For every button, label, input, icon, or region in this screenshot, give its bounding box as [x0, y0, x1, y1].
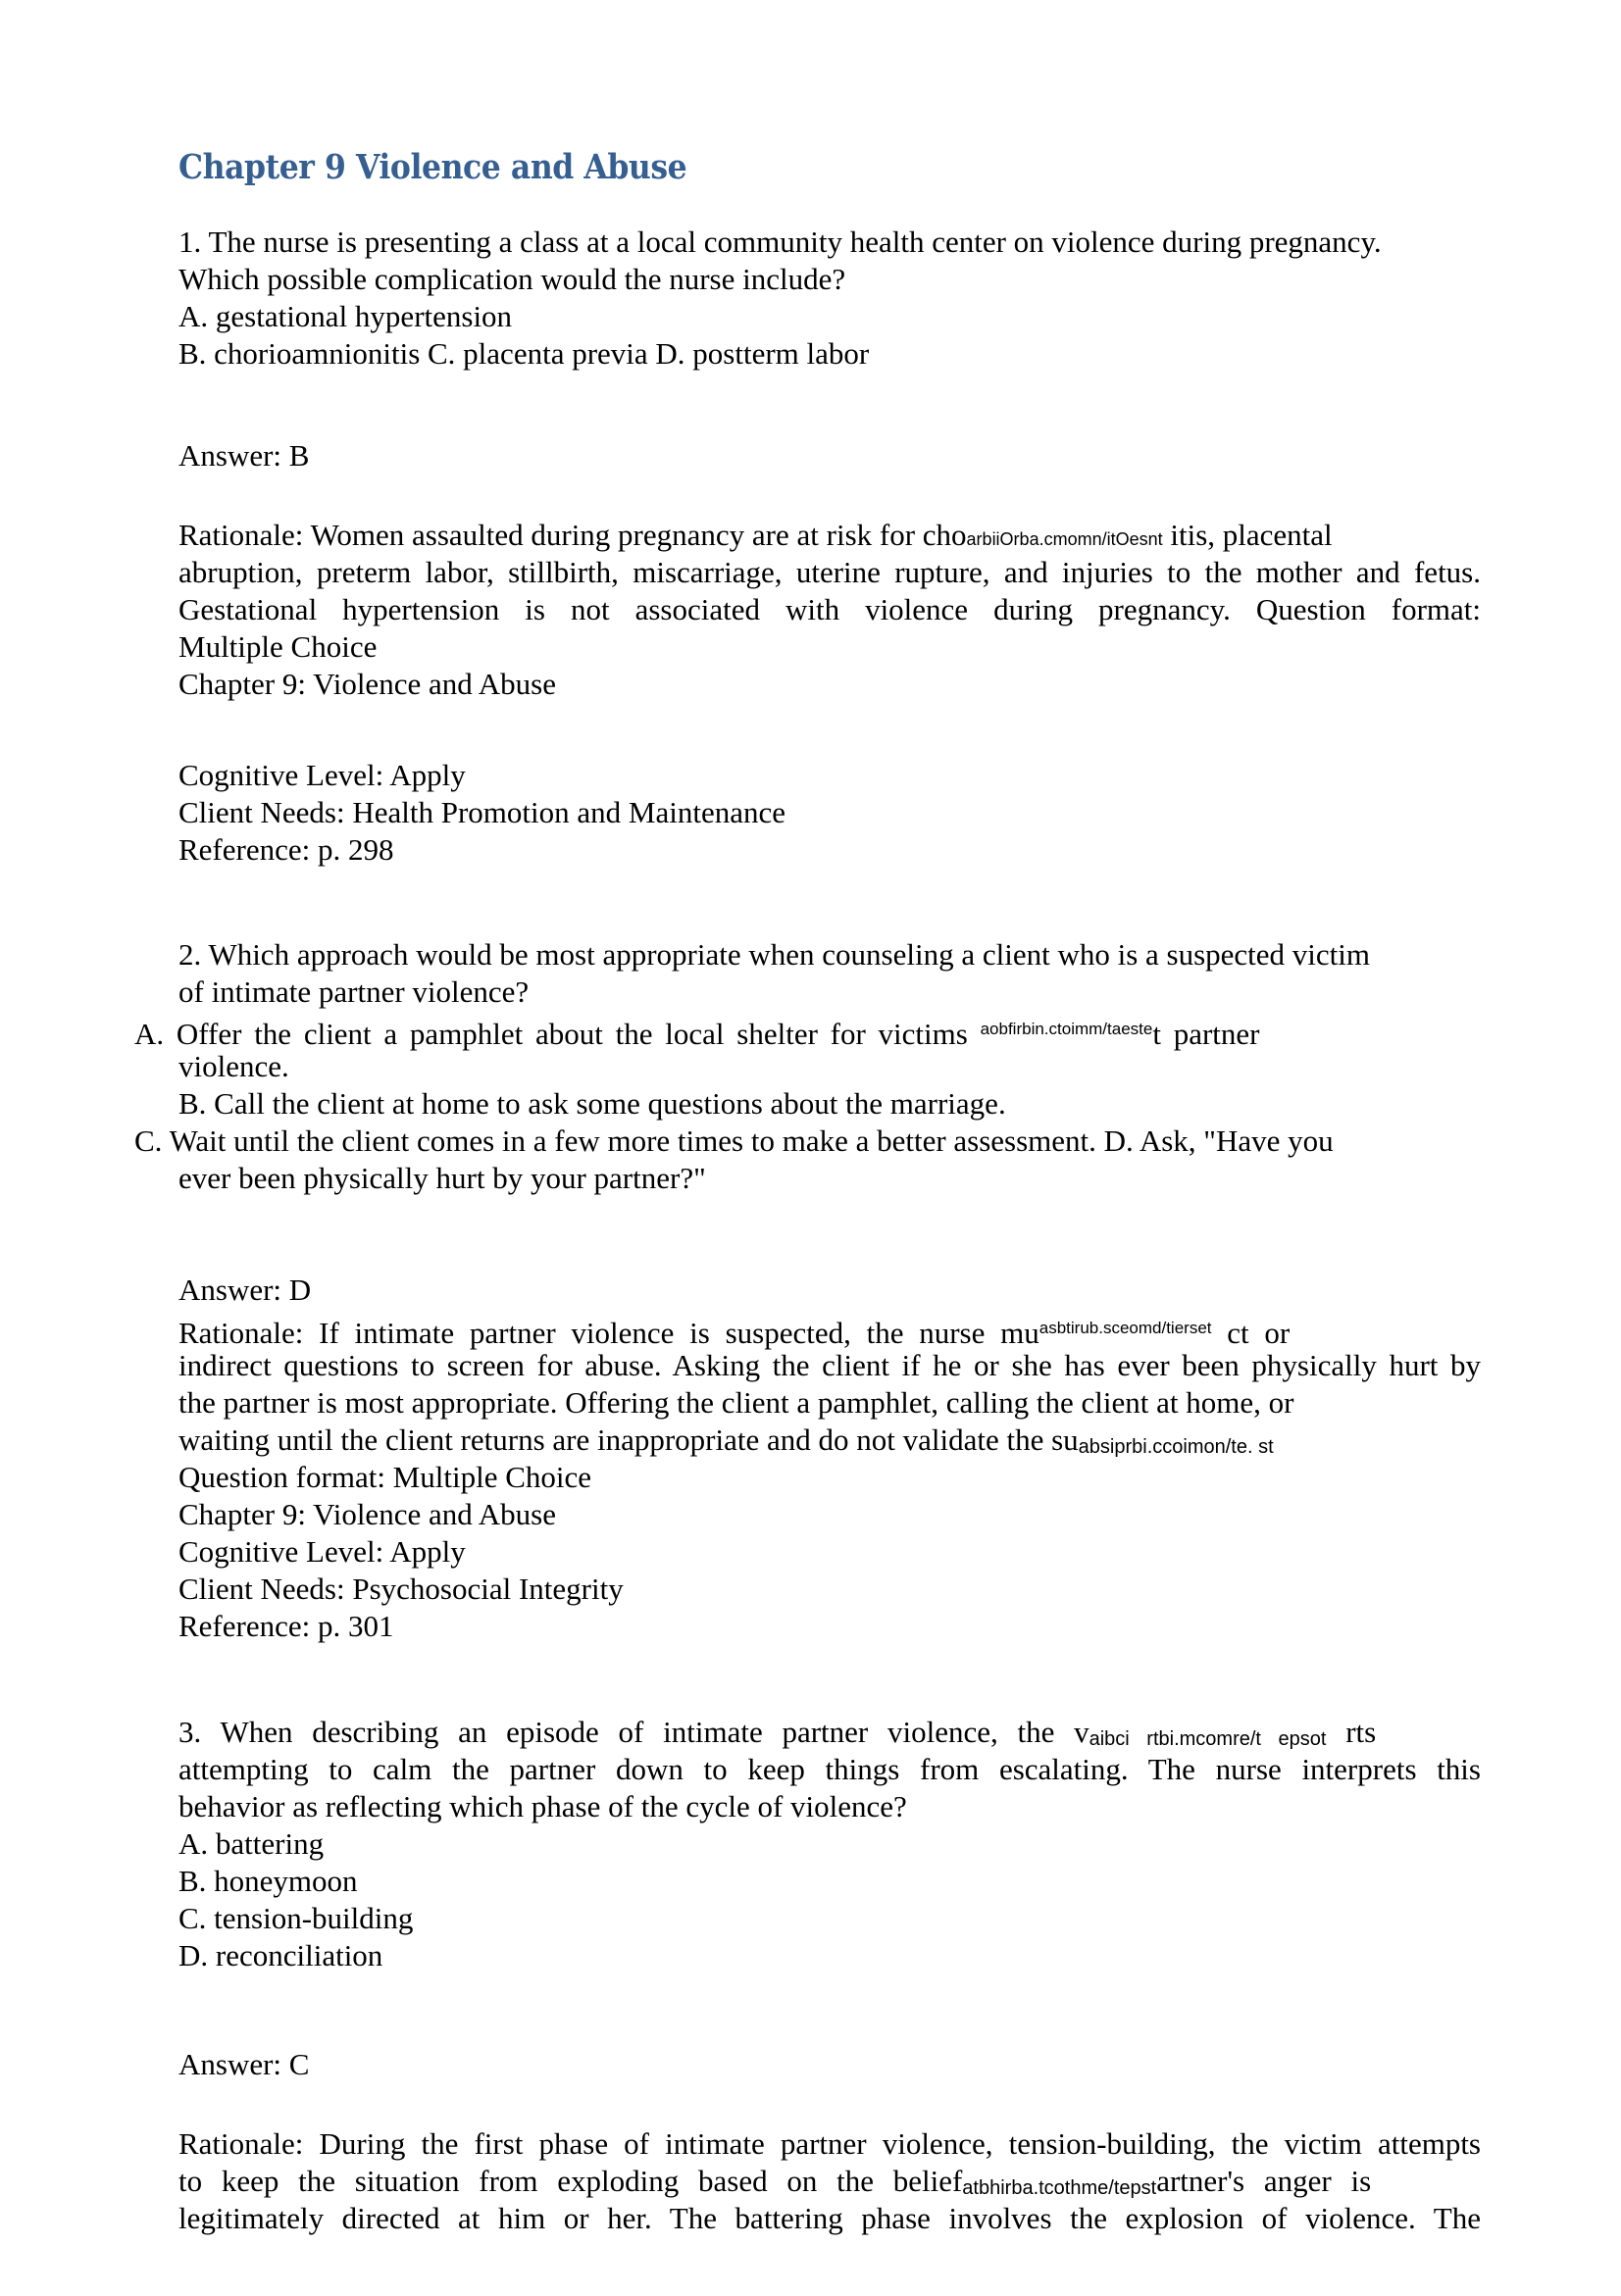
- answer-option: B. Call the client at home to ask some questions about the marriage.: [178, 1086, 1006, 1121]
- rationale-2: [178, 1310, 1481, 1533]
- answer-option: B. chorioamnionitis C. placenta previa D. postterm labor: [178, 336, 870, 371]
- rationale-line: abruption, preterm labor, stillbirth, miscarriage, uterine rupture, and injuries to the mother and fetus.: [178, 555, 1481, 589]
- question-stem: behavior as reflecting which phase of the cycle of violence?: [178, 1789, 907, 1823]
- rationale-line: to keep the situation from exploding based on the beliefatbhirba.tcothme/tepstartner's anger is: [178, 2164, 1372, 2199]
- rationale-line: Multiple Choice: [178, 629, 378, 664]
- client-needs: Client Needs: Health Promotion and Maintenance: [178, 795, 785, 829]
- answer-option: B. honeymoon: [178, 1864, 358, 1898]
- cognitive-level: Cognitive Level: Apply: [178, 1534, 466, 1569]
- chapter-label: Chapter 9: Violence and Abuse: [178, 1497, 556, 1531]
- question-1-meta: [178, 757, 1481, 869]
- watermark-text: atbhirba.tcothme/tepst: [962, 2177, 1157, 2199]
- rationale-line: waiting until the client returns are inappropriate and do not validate the suabsiprbi.ccoimon/te. st: [178, 1423, 1274, 1458]
- watermark-text: absiprbi.ccoimon/te. st: [1078, 1436, 1274, 1458]
- watermark-text: asbtirub.sceomd/tierset: [1038, 1319, 1212, 1337]
- answer-key: Answer: D: [178, 1273, 312, 1307]
- question-stem: Which possible complication would the nurse include?: [178, 262, 846, 296]
- reference: Reference: p. 301: [178, 1609, 394, 1643]
- answer-option: violence.: [178, 1049, 289, 1083]
- rationale-line: Chapter 9: Violence and Abuse: [178, 667, 556, 701]
- client-needs: Client Needs: Psychosocial Integrity: [178, 1572, 624, 1606]
- reference: Reference: p. 298: [178, 832, 394, 867]
- question-3: [178, 1714, 1481, 1974]
- answer-option: A. battering: [178, 1826, 325, 1861]
- question-2: [134, 936, 1481, 1197]
- question-stem: 2. Which approach would be most appropriate when counseling a client who is a suspected victim: [178, 937, 1370, 972]
- answer-option: C. Wait until the client comes in a few more times to make a better assessment. D. Ask, "Have you: [134, 1123, 1334, 1158]
- answer-key: Answer: C: [178, 2047, 310, 2081]
- question-stem: attempting to calm the partner down to keep things from escalating. The nurse interprets this: [178, 1752, 1481, 1786]
- question-stem: 3. When describing an episode of intimate partner violence, the vaibci rtbi.mcomre/t epsot rts: [178, 1715, 1377, 1750]
- watermark-text: arbiiOrba.cmomn/itOesnt: [966, 529, 1163, 549]
- question-format: Question format: Multiple Choice: [178, 1460, 592, 1494]
- rationale-line: Gestational hypertension is not associated with violence during pregnancy. Question format:: [178, 592, 1481, 626]
- answer-option: C. tension-building: [178, 1901, 414, 1935]
- question-stem: of intimate partner violence?: [178, 974, 530, 1009]
- rationale-1: [178, 517, 1481, 703]
- question-2-meta: [178, 1533, 1481, 1645]
- rationale-line: the partner is most appropriate. Offering the client a pamphlet, calling the client at home, or: [178, 1385, 1294, 1420]
- question-stem: 1. The nurse is presenting a class at a local community health center on violence during pregnancy.: [178, 225, 1382, 259]
- rationale-line: legitimately directed at him or her. The battering phase involves the explosion of violence. The: [178, 2201, 1481, 2235]
- answer-option: ever been physically hurt by your partner?": [178, 1161, 706, 1195]
- question-1: [178, 224, 1481, 373]
- watermark-text: aobfirbin.ctoimm/taeste: [980, 1020, 1153, 1038]
- answer-option: D. reconciliation: [178, 1938, 383, 1972]
- rationale-line: Rationale: If intimate partner violence is suspected, the nurse $mu^{asbtirub.sceomd/tierset}$ ct or: [178, 1316, 1291, 1350]
- rationale-line: Rationale: Women assaulted during pregnancy are at risk for choarbiiOrba.cmomn/itOesnt itis, placental: [178, 518, 1333, 552]
- chapter-title: Chapter 9 Violence and Abuse: [178, 147, 687, 187]
- watermark-text: aibci rtbi.mcomre/t epsot: [1089, 1728, 1327, 1750]
- answer-key: Answer: B: [178, 438, 310, 473]
- rationale-line: indirect questions to screen for abuse. Asking the client if he or she has ever been physically hurt by: [178, 1348, 1481, 1382]
- rationale-3: [178, 2125, 1481, 2237]
- answer-option: A. Offer the client a pamphlet about the local shelter for victims $^{aobfirbin.ctoimm/taeste}$t partner: [134, 1017, 1260, 1051]
- cognitive-level: Cognitive Level: Apply: [178, 758, 466, 792]
- rationale-line: Rationale: During the first phase of intimate partner violence, tension-building, the victim attempts: [178, 2126, 1481, 2161]
- answer-option: A. gestational hypertension: [178, 299, 513, 333]
